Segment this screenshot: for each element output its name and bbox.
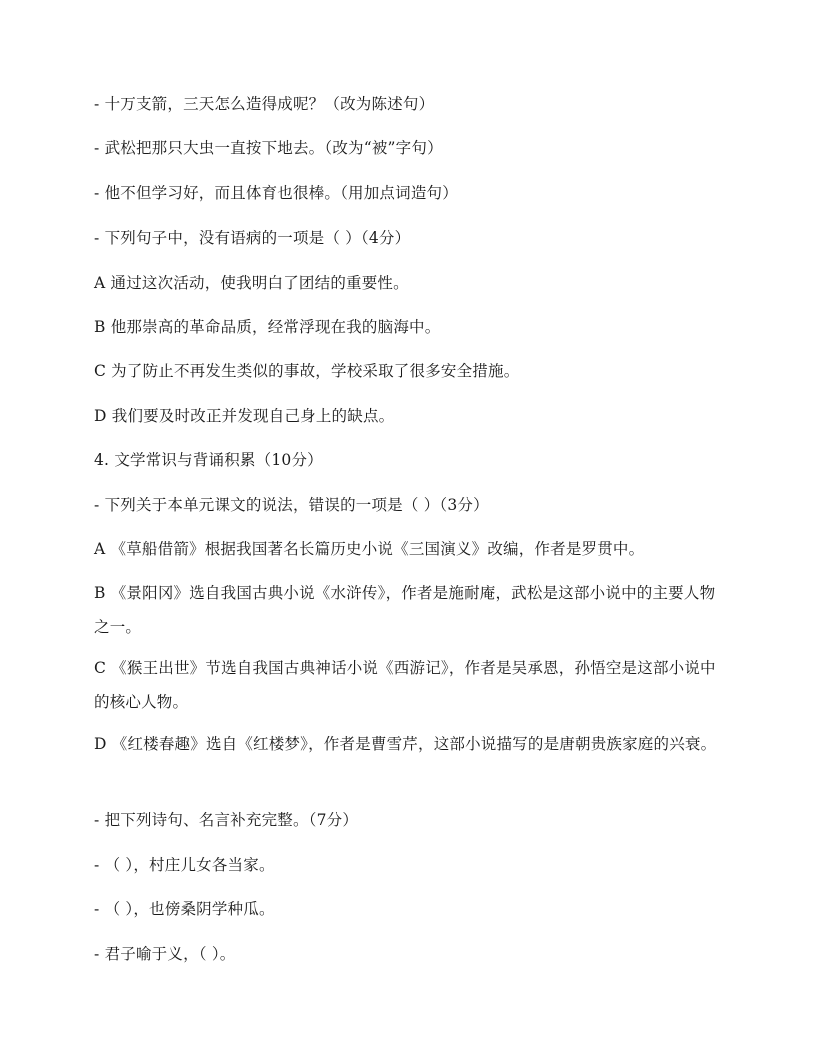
option-text: A 通过这次活动，使我明白了团结的重要性。 [94, 274, 409, 292]
option-text: B 他那崇高的革命品质，经常浮现在我的脑海中。 [94, 318, 441, 336]
option-text: C 《猴王出世》节选自我国古典神话小说《西游记》，作者是吴承恩，孙悟空是这部小说中的核心人物。 [94, 659, 716, 711]
question-text: - 下列句子中，没有语病的一项是（ ）（4分） [94, 229, 411, 247]
fill-blank-line: - 君子喻于义，（ ）。 [94, 945, 236, 963]
fill-blank-line: - （ ），村庄儿女各当家。 [94, 856, 275, 874]
option-text: A 《草船借箭》根据我国著名长篇历史小说《三国演义》改编，作者是罗贯中。 [94, 540, 645, 558]
section-heading: 4. 文学常识与背诵积累（10分） [94, 451, 323, 469]
option-text: C 为了防止不再发生类似的事故，学校采取了很多安全措施。 [94, 362, 520, 380]
question-text: - 把下列诗句、名言补充完整。（7分） [94, 811, 359, 829]
question-text: - 十万支箭，三天怎么造得成呢？（改为陈述句） [94, 95, 435, 113]
option-text: D 《红楼春趣》选自《红楼梦》，作者是曹雪芹，这部小说描写的是唐朝贵族家庭的兴衰。 [94, 735, 717, 753]
option-text: D 我们要及时改正并发现自己身上的缺点。 [94, 407, 395, 425]
fill-blank-line: - （ ），也傍桑阴学种瓜。 [94, 900, 275, 918]
question-text: - 武松把那只大虫一直按下地去。（改为“被”字句） [94, 139, 443, 157]
question-text: - 下列关于本单元课文的说法，错误的一项是（ ）（3分） [94, 496, 489, 514]
option-text: B 《景阳冈》选自我国古典小说《水浒传》，作者是施耐庵，武松是这部小说中的主要人物之一。 [94, 584, 716, 636]
question-text: - 他不但学习好，而且体育也很棒。（用加点词造句） [94, 184, 458, 202]
